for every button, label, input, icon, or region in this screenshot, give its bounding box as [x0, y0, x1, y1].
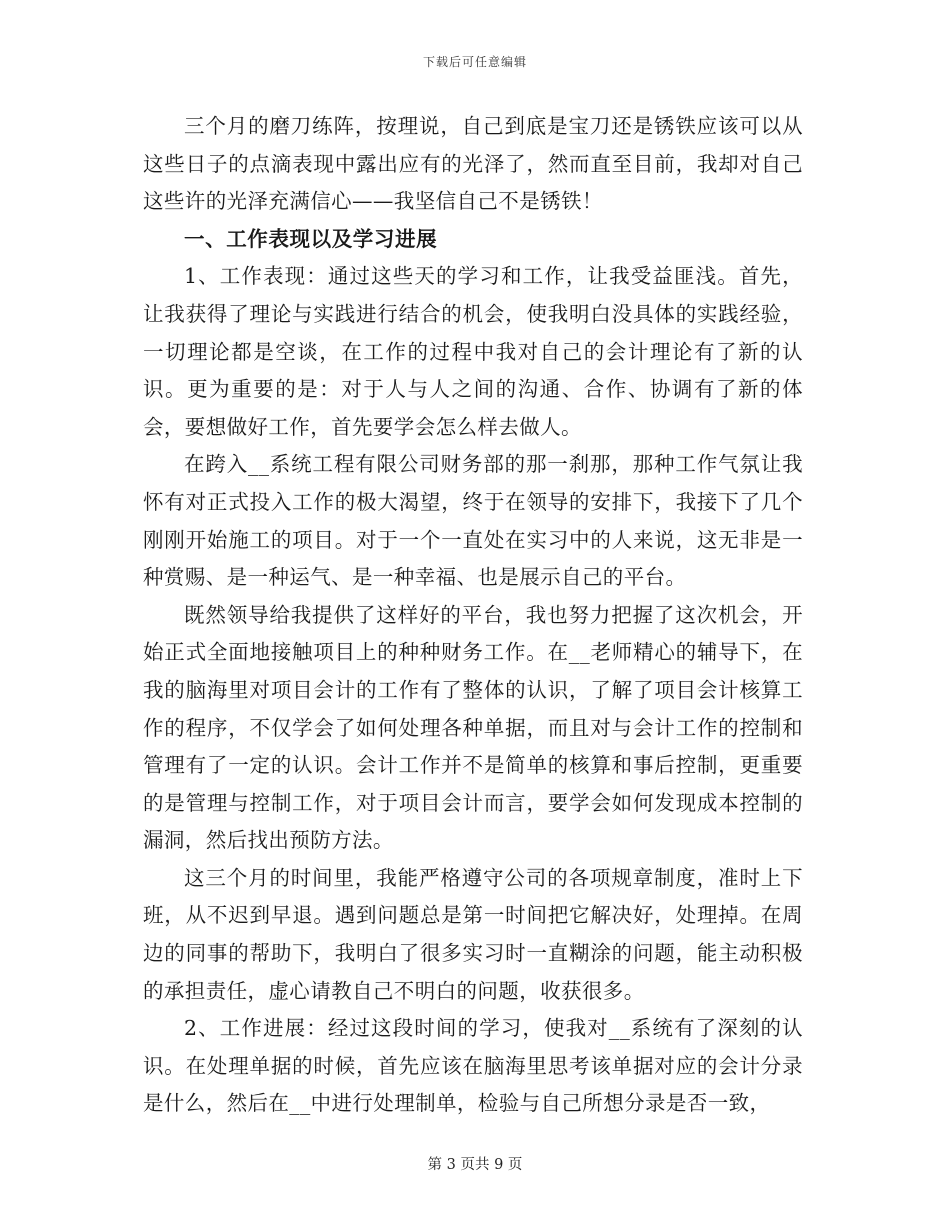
company-entry-paragraph: 在跨入__系统工程有限公司财务部的那一刹那，那种工作气氛让我怀有对正式投入工作的极大渴望，终于在领导的安排下，我接下了几个刚刚开始施工的项目。对于一个一直处在实习中的人来说，这无非是一种赏赐、是一种运气、是一种幸福、也是展示自己的平台。 — [143, 452, 803, 590]
work-progress-paragraph: 2、工作进展：经过这段时间的学习，使我对__系统有了深刻的认识。在处理单据的时候，首先应该在脑海里思考该单据对应的会计分录是什么，然后在__中进行处理制单，检验与自己所想分录是否一致， — [143, 1016, 803, 1116]
work-performance-paragraph: 1、工作表现：通过这些天的学习和工作，让我受益匪浅。首先，让我获得了理论与实践进行结合的机会，使我明白没具体的实践经验，一切理论都是空谈，在工作的过程中我对自己的会计理论有了新的认识。更为重要的是：对于人与人之间的沟通、合作、协调有了新的体会，要想做好工作，首先要学会怎么样去做人。 — [143, 264, 803, 439]
intro-paragraph: 三个月的磨刀练阵，按理说，自己到底是宝刀还是锈铁应该可以从这些日子的点滴表现中露出应有的光泽了，然而直至目前，我却对自己这些许的光泽充满信心——我坚信自己不是锈铁！ — [143, 114, 803, 214]
platform-paragraph: 既然领导给我提供了这样好的平台，我也努力把握了这次机会，开始正式全面地接触项目上的种种财务工作。在__老师精心的辅导下，在我的脑海里对项目会计的工作有了整体的认识，了解了项目会计核算工作的程序，不仅学会了如何处理各种单据，而且对与会计工作的控制和管理有了一定的认识。会计工作并不是简单的核算和事后控制，更重要的是管理与控制工作，对于项目会计而言，要学会如何发现成本控制的漏洞，然后找出预防方法。 — [143, 602, 803, 853]
section-heading: 一、工作表现以及学习进展 — [184, 226, 438, 251]
rules-paragraph: 这三个月的时间里，我能严格遵守公司的各项规章制度，准时上下班，从不迟到早退。遇到问题总是第一时间把它解决好，处理掉。在周边的同事的帮助下，我明白了很多实习时一直糊涂的问题，能主动积极的承担责任，虚心请教自己不明白的问题，收获很多。 — [143, 865, 803, 1003]
page-footer-number: 第 3 页共 9 页 — [427, 1157, 523, 1173]
page-header-note: 下载后可任意编辑 — [422, 55, 527, 69]
document-body — [143, 108, 803, 1123]
